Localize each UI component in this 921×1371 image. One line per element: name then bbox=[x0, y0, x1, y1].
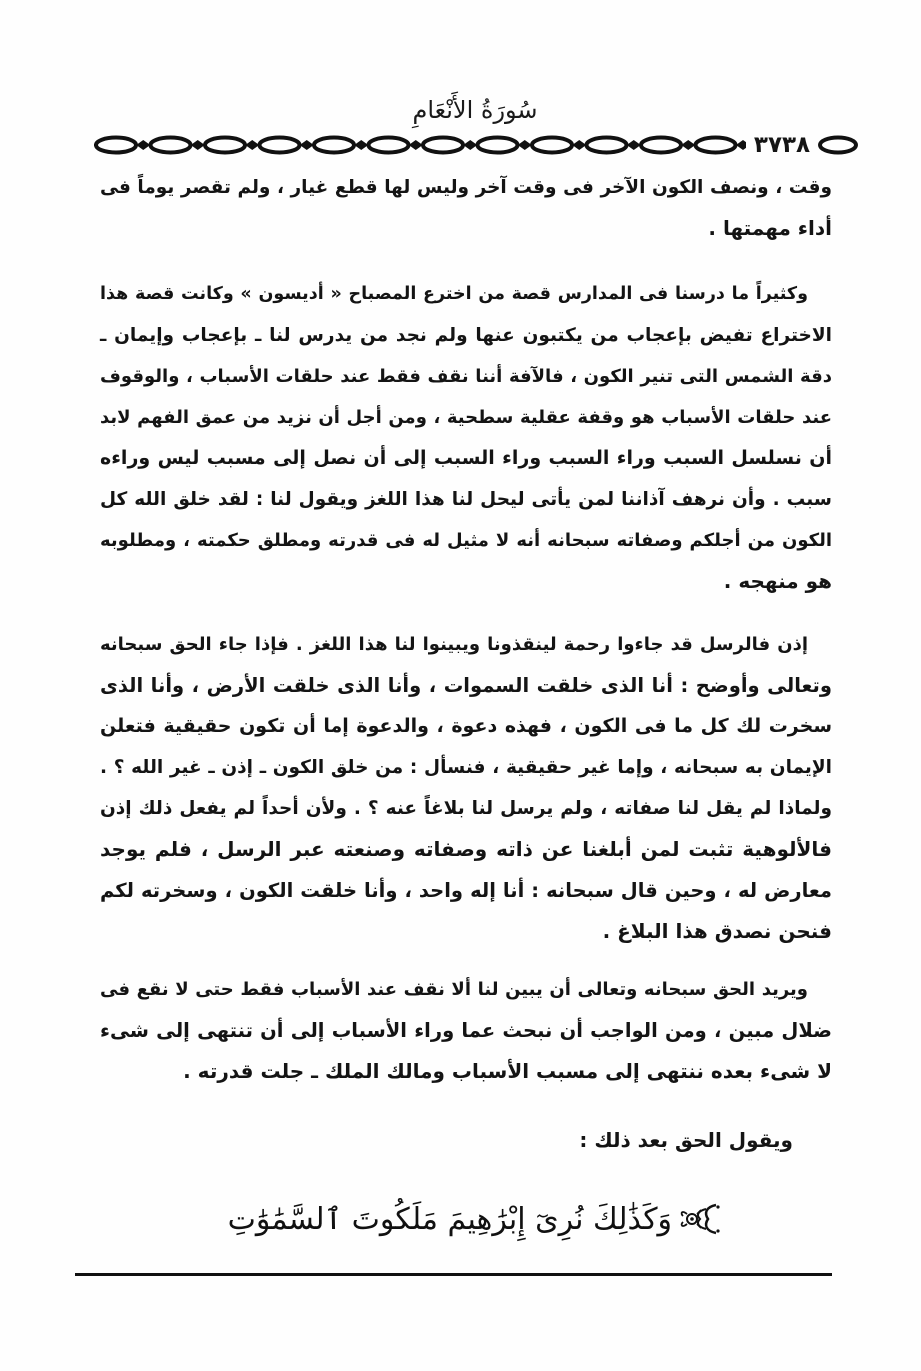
chain-link bbox=[532, 138, 572, 153]
chain-diamond bbox=[463, 140, 477, 150]
chain-diamond bbox=[300, 140, 314, 150]
chain-diamond bbox=[627, 140, 641, 150]
paragraph-line: الإيمان به سبحانه ، وإما غير حقيقية ، فنسأل : من خلق الكون ـ إذن ـ غير الله ؟ . bbox=[100, 757, 832, 778]
chain-diamond bbox=[354, 140, 368, 150]
chain-diamond bbox=[191, 140, 205, 150]
paragraph-line: وتعالى وأوضح : أنا الذى خلقت السموات ، وأنا الذى خلقت الأرض ، وأنا الذى bbox=[100, 674, 832, 697]
paragraph-line: هو منهجه . bbox=[723, 569, 832, 593]
chain-link bbox=[478, 138, 518, 153]
chain-link bbox=[820, 138, 856, 153]
paragraph-line: سخرت لك كل ما فى الكون ، فهذه دعوة ، والدعوة إما أن تكون حقيقية فتعلن bbox=[100, 715, 832, 737]
paragraph-line: ويقول الحق بعد ذلك : bbox=[579, 1128, 793, 1152]
paragraph-line: ضلال مبين ، ومن الواجب أن نبحث عما وراء الأسباب إلى أن تنتهى إلى شىء bbox=[100, 1019, 832, 1042]
paragraph bbox=[100, 1120, 832, 1161]
footer-rule bbox=[75, 1273, 832, 1276]
chain-diamond bbox=[572, 140, 586, 150]
paragraph-line: ويريد الحق سبحانه وتعالى أن يبين لنا ألا نقف عند الأسباب فقط حتى لا نقع فى bbox=[100, 979, 808, 1000]
chain-diamond bbox=[681, 140, 695, 150]
surah-title: سُورَةُ الأَنْعَامِ bbox=[412, 96, 538, 124]
paragraph-line: فالألوهية تثبت لمن أبلغنا عن ذاته وصفاته وصنعته عبر الرسل ، فلم يوجد bbox=[100, 837, 832, 861]
chain-link bbox=[369, 138, 409, 153]
paragraph-line: سبب . وأن نرهف آذاننا لمن يأتى ليحل لنا هذا اللغز ويقول لنا : لقد خلق الله كل bbox=[100, 489, 832, 510]
paragraph-line: وكثيراً ما درسنا فى المدارس قصة من اخترع المصباح « أديسون » وكانت قصة هذا bbox=[100, 284, 808, 304]
chain-link bbox=[205, 138, 245, 153]
paragraph bbox=[100, 274, 832, 602]
paragraph-line: إذن فالرسل قد جاءوا رحمة لينقذونا ويبينوا لنا هذا اللغز . فإذا جاء الحق سبحانه bbox=[100, 634, 808, 655]
page-number: ٣٧٣٨ bbox=[746, 131, 818, 159]
chain-link bbox=[151, 138, 191, 153]
chain-link bbox=[314, 138, 354, 153]
paragraph-line: الاختراع تفيض بإعجاب من يكتبون عنها ولم نجد من يدرس لنا ـ بإعجاب وإيمان ـ bbox=[100, 325, 832, 346]
chain-link bbox=[641, 138, 681, 153]
quran-verse: وَكَذَٰلِكَ نُرِىٓ إِبْرَٰهِيمَ مَلَكُوتَ ٱلسَّمَٰوَٰتِ bbox=[227, 1202, 672, 1237]
paragraph-line: عند حلقات الأسباب هو وقفة عقلية سطحية ، ومن أجل أن نزيد من عمق الفهم لابد bbox=[100, 407, 832, 428]
paragraph bbox=[100, 167, 832, 249]
paragraph bbox=[100, 624, 832, 952]
paragraph-line: لا شىء بعده ننتهى إلى مسبب الأسباب ومالك الملك ـ جلت قدرته . bbox=[183, 1059, 832, 1083]
chain-link bbox=[260, 138, 300, 153]
paragraph-line: وقت ، ونصف الكون الآخر فى وقت آخر وليس لها قطع غيار ، ولم تقصر يوماً فى bbox=[100, 177, 832, 198]
chain-diamond bbox=[136, 140, 150, 150]
paragraph-line: ولماذا لم يقل لنا صفاته ، ولم يرسل لنا بلاغاً عنه ؟ . ولأن أحداً لم يفعل ذلك إذن bbox=[100, 798, 832, 819]
chain-link bbox=[587, 138, 627, 153]
chain-link bbox=[96, 138, 136, 153]
verse-ornament-icon bbox=[676, 1201, 722, 1237]
paragraph-line: الكون من أجلكم وصفاته سبحانه أنه لا مثيل له فى قدرته ومطلق حكمته ، ومطلوبه bbox=[100, 530, 832, 551]
chain-diamond bbox=[245, 140, 259, 150]
chain-link bbox=[423, 138, 463, 153]
chain-link bbox=[696, 138, 736, 153]
paragraph bbox=[100, 969, 832, 1092]
paragraph-line: أداء مهمتها . bbox=[708, 216, 832, 240]
paragraph-line: أن نسلسل السبب وراء السبب وراء السبب إلى أن نصل إلى مسبب ليس وراءه bbox=[100, 447, 832, 469]
paragraph-line: دقة الشمس التى تنير الكون ، فالآفة أننا نقف فقط عند حلقات الأسباب ، والوقوف bbox=[100, 366, 832, 387]
chain-diamond bbox=[518, 140, 532, 150]
chain-diamond bbox=[409, 140, 423, 150]
paragraph-line: فنحن نصدق هذا البلاغ . bbox=[602, 919, 832, 943]
paragraph-line: معارض له ، وحين قال سبحانه : أنا إله واحد ، وأنا خلقت الكون ، وسخرته لكم bbox=[100, 879, 832, 902]
